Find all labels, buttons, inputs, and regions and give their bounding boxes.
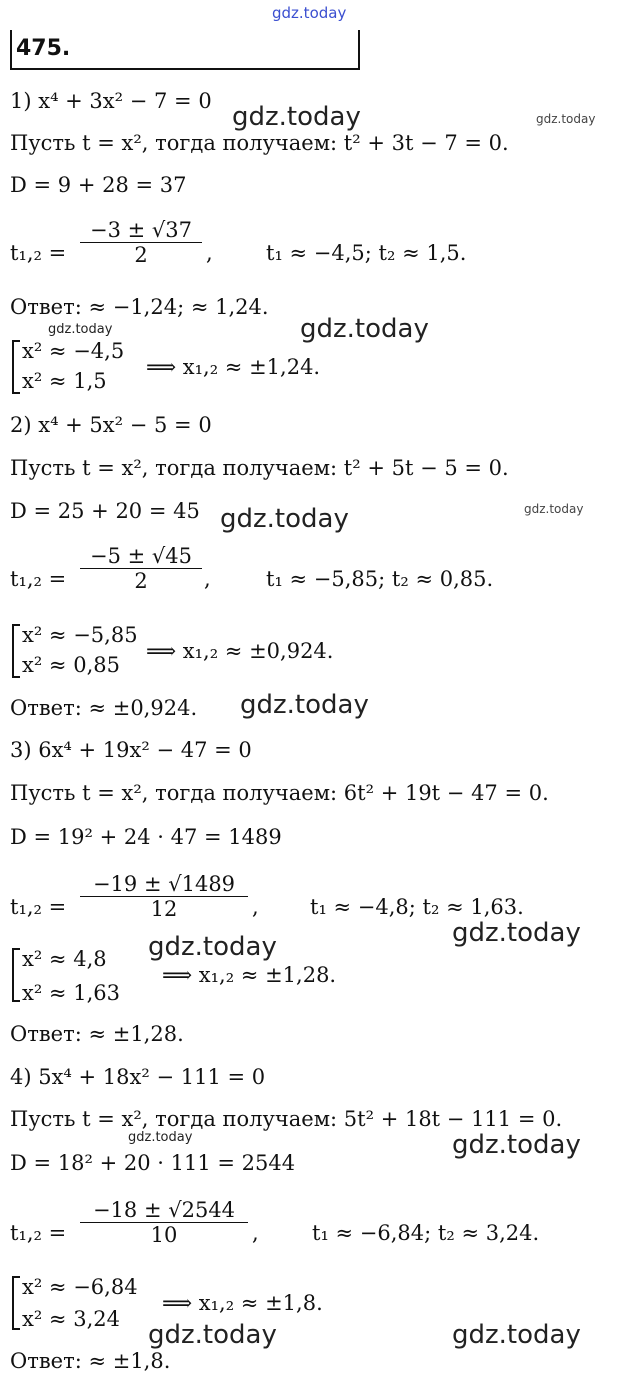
- watermark: gdz.today: [524, 502, 584, 516]
- s2-discriminant: D = 25 + 20 = 45: [10, 499, 200, 523]
- s3-frac-denominator: 12: [150, 897, 178, 921]
- s4-frac-numerator: −18 ± √2544: [92, 1198, 236, 1222]
- s2-fraction: [80, 544, 202, 593]
- s4-substitution: Пусть t = x², тогда получаем: 5t² + 18t − 111 = 0.: [10, 1107, 563, 1131]
- s4-system-line1: x² ≈ −6,84: [22, 1275, 138, 1299]
- s2-frac-denominator: 2: [134, 569, 148, 593]
- s1-substitution: Пусть t = x², тогда получаем: t² + 3t − 7 = 0.: [10, 131, 509, 155]
- watermark: gdz.today: [536, 112, 596, 126]
- s2-roots: t₁ ≈ −5,85; t₂ ≈ 0,85.: [266, 567, 494, 591]
- watermark-top: gdz.today: [272, 4, 347, 22]
- s2-system-brace: [12, 624, 20, 678]
- s1-comma: ,: [206, 241, 213, 265]
- s2-comma: ,: [204, 567, 211, 591]
- s3-equation: 3) 6x⁴ + 19x² − 47 = 0: [10, 738, 252, 762]
- s3-system-line1: x² ≈ 4,8: [22, 947, 107, 971]
- watermark: gdz.today: [220, 504, 349, 534]
- s4-roots: t₁ ≈ −6,84; t₂ ≈ 3,24.: [312, 1221, 540, 1245]
- s1-answer: Ответ: ≈ −1,24; ≈ 1,24.: [10, 295, 269, 319]
- watermark: gdz.today: [452, 918, 581, 948]
- watermark: gdz.today: [48, 322, 113, 337]
- s3-comma: ,: [252, 895, 259, 919]
- problem-number: 475.: [16, 36, 71, 61]
- watermark: gdz.today: [148, 1320, 277, 1350]
- s4-discriminant: D = 18² + 20 · 111 = 2544: [10, 1151, 296, 1175]
- s4-frac-denominator: 10: [150, 1223, 178, 1247]
- s4-system-line2: x² ≈ 3,24: [22, 1307, 120, 1331]
- s2-system-line1: x² ≈ −5,85: [22, 623, 138, 647]
- watermark: gdz.today: [148, 932, 277, 962]
- s4-t12-label: t₁,₂ =: [10, 1221, 67, 1245]
- s1-frac-numerator: −3 ± √37: [89, 218, 192, 242]
- s1-t12-label: t₁,₂ =: [10, 241, 67, 265]
- s1-system-brace: [12, 340, 20, 394]
- s2-answer: Ответ: ≈ ±0,924.: [10, 696, 198, 720]
- s4-comma: ,: [252, 1221, 259, 1245]
- s3-discriminant: D = 19² + 24 · 47 = 1489: [10, 825, 282, 849]
- s3-frac-numerator: −19 ± √1489: [92, 872, 236, 896]
- s2-frac-numerator: −5 ± √45: [89, 544, 192, 568]
- s4-result: ⟹ x₁,₂ ≈ ±1,8.: [162, 1291, 323, 1315]
- watermark: gdz.today: [452, 1130, 581, 1160]
- s3-result: ⟹ x₁,₂ ≈ ±1,28.: [162, 963, 337, 987]
- watermark: gdz.today: [240, 690, 369, 720]
- s4-fraction: [80, 1198, 248, 1247]
- s3-substitution: Пусть t = x², тогда получаем: 6t² + 19t − 47 = 0.: [10, 781, 549, 805]
- watermark: gdz.today: [452, 1320, 581, 1350]
- s2-equation: 2) x⁴ + 5x² − 5 = 0: [10, 413, 212, 437]
- s2-system-line2: x² ≈ 0,85: [22, 653, 120, 677]
- s1-system-line2: x² ≈ 1,5: [22, 369, 107, 393]
- s1-roots: t₁ ≈ −4,5; t₂ ≈ 1,5.: [266, 241, 467, 265]
- s1-discriminant: D = 9 + 28 = 37: [10, 173, 187, 197]
- s4-equation: 4) 5x⁴ + 18x² − 111 = 0: [10, 1065, 266, 1089]
- s1-fraction: [80, 218, 202, 267]
- s3-fraction: [80, 872, 248, 921]
- s2-t12-label: t₁,₂ =: [10, 567, 67, 591]
- s1-equation: 1) x⁴ + 3x² − 7 = 0: [10, 89, 212, 113]
- s3-system-line2: x² ≈ 1,63: [22, 981, 120, 1005]
- s1-frac-denominator: 2: [134, 243, 148, 267]
- s4-system-brace: [12, 1276, 20, 1330]
- s3-system-brace: [12, 948, 20, 1002]
- s4-answer: Ответ: ≈ ±1,8.: [10, 1349, 171, 1373]
- s2-result: ⟹ x₁,₂ ≈ ±0,924.: [146, 639, 334, 663]
- s2-substitution: Пусть t = x², тогда получаем: t² + 5t − 5 = 0.: [10, 456, 509, 480]
- s3-t12-label: t₁,₂ =: [10, 895, 67, 919]
- watermark: gdz.today: [232, 102, 361, 132]
- watermark: gdz.today: [300, 314, 429, 344]
- s3-roots: t₁ ≈ −4,8; t₂ ≈ 1,63.: [310, 895, 524, 919]
- s1-result: ⟹ x₁,₂ ≈ ±1,24.: [146, 355, 321, 379]
- watermark: gdz.today: [128, 1130, 193, 1145]
- s1-system-line1: x² ≈ −4,5: [22, 339, 125, 363]
- s3-answer: Ответ: ≈ ±1,28.: [10, 1022, 184, 1046]
